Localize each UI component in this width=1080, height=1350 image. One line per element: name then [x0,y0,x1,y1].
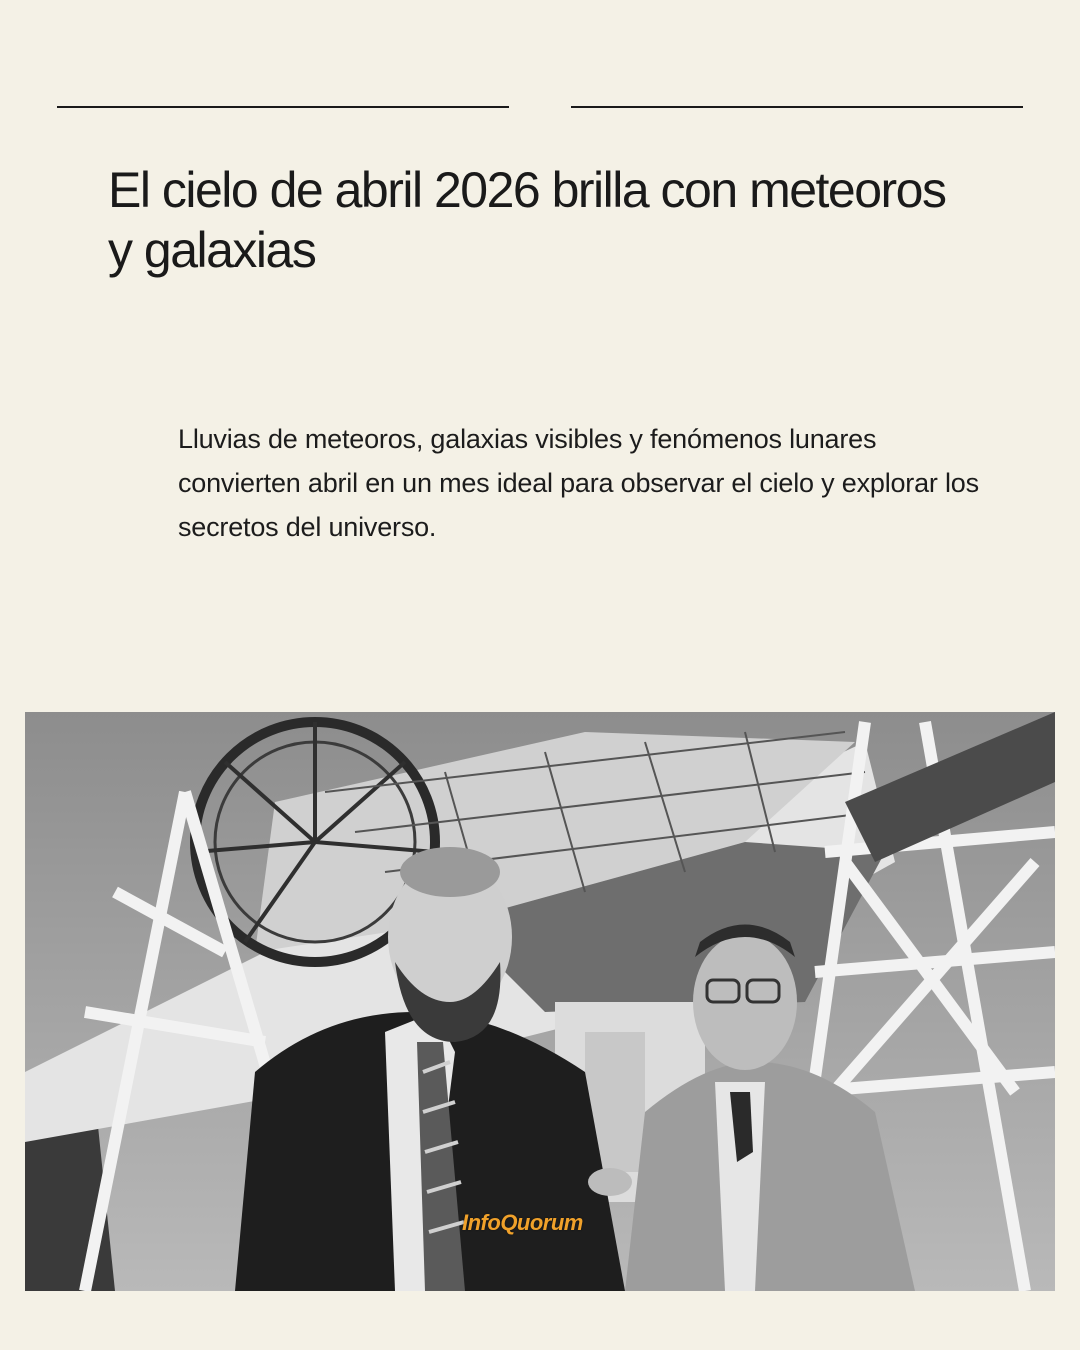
headline: El cielo de abril 2026 brilla con meteoros y galaxias [108,162,946,278]
summary-text: Lluvias de meteoros, galaxias visibles y fenómenos lunares convierten abril en un mes ideal para observar el cielo y explorar los secretos del universo. [178,424,979,542]
article-photo [25,712,1055,1291]
top-divider-left [57,106,509,108]
watermark-logo: InfoQuorum [462,1210,583,1235]
top-divider-right [571,106,1023,108]
photo-illustration [25,712,1055,1291]
